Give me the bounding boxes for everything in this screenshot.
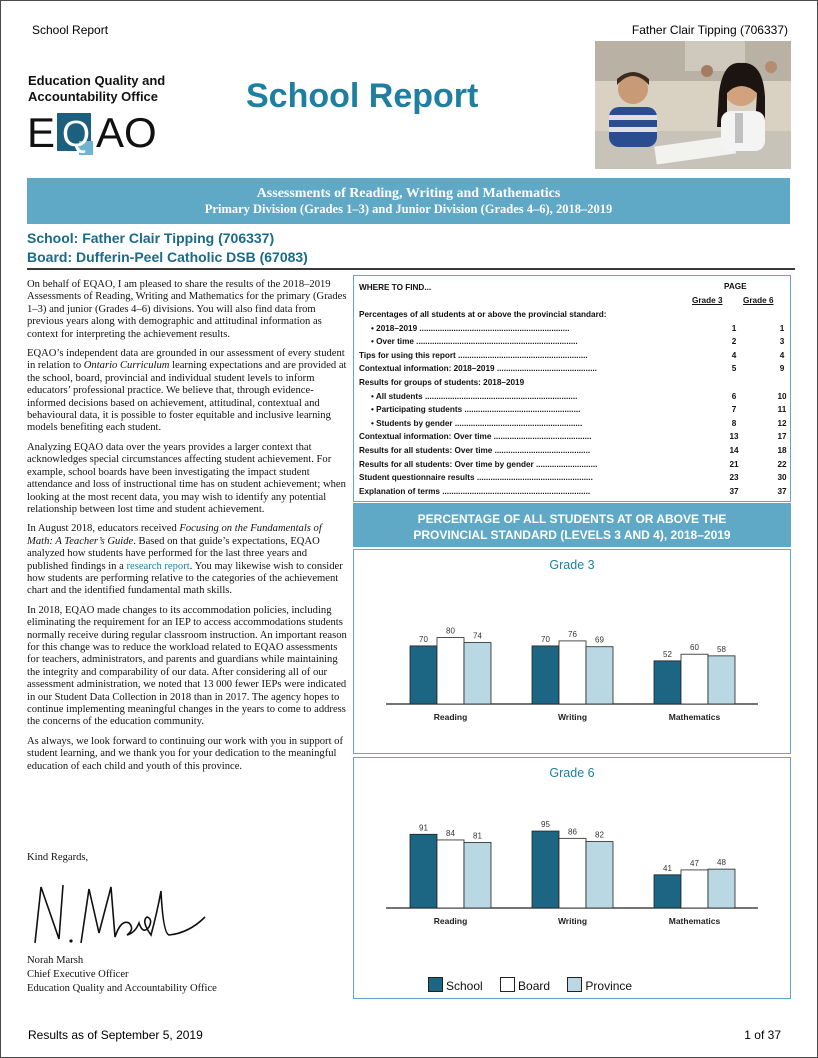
letter-body (27, 279, 349, 780)
eqao-logo (27, 109, 167, 162)
toc-page-label: PAGE (724, 282, 747, 291)
toc-row-grade3-page: 37 (729, 486, 739, 496)
toc-row (359, 350, 785, 364)
toc-row-grade3-page: 5 (731, 364, 737, 374)
letter-paragraph-1: On behalf of EQAO, I am pleased to share the results of the 2018–2019 Assessments of Reading, Writing and Mathematics for the primary (Grades 1–3) and junior (Grades 4–6) divisions. You will also find data from previous years along with demographic and attitudinal information as context for interpreting the achievement results. (27, 279, 347, 340)
grade3-chart-box (353, 549, 791, 754)
toc-row-grade6-page: 4 (779, 350, 785, 360)
school-name: School: Father Clair Tipping (706337) (27, 230, 275, 246)
bar-board-reading (437, 840, 464, 908)
grade6-bar-chart (354, 758, 790, 998)
header-left: School Report (32, 23, 109, 37)
signature-image (29, 873, 209, 951)
toc-row-label: • 2018–2019 .................................................................. (371, 323, 570, 333)
percentage-heading-line1: PERCENTAGE OF ALL STUDENTS AT OR ABOVE THE (417, 512, 727, 526)
toc-row-grade3-page: 2 (731, 337, 737, 347)
toc-row-label: Contextual information: 2018–2019 ............................................ (359, 364, 597, 374)
toc-heading: WHERE TO FIND... (359, 283, 432, 292)
toc-rows (359, 310, 789, 500)
footer-page-number: 1 of 37 (744, 1028, 781, 1042)
bar-province-reading (464, 643, 491, 704)
logo-letters-ao: AO (96, 109, 157, 156)
legend-swatch-province (567, 977, 582, 992)
data-label: 74 (473, 631, 482, 641)
letter-paragraph-2: EQAO’s independent data are grounded in our assessment of every student in relation to Ontario Curriculum learning expectations and are provided at the school, board, provincial and individual student levels to inform educators’ professional practice. We believe that, through evidence-informed decisions based on achievement, attitudinal, contextual and behavioural data, it is possible to foster equitable and inclusive learning models benefiting each student. (27, 348, 347, 434)
data-label: 70 (419, 634, 428, 644)
category-label: Writing (557, 712, 588, 722)
data-label: 69 (595, 635, 604, 645)
letter-paragraph-3: Analyzing EQAO data over the years provides a larger context that acknowledges special circumstances affecting student achievement. For example, school boards have been investigating the impact student attendance and loss of instructional time has on student achievement; when looking at the most recent data, you may wish to identify any potential relationship between lost time and student achievement. (27, 441, 346, 515)
toc-row-grade6-page: 1 (779, 323, 785, 333)
bar-province-mathematics (708, 869, 735, 908)
toc-col-grade6: Grade 6 (743, 296, 774, 305)
toc-row (359, 391, 787, 405)
toc-row-grade6-page: 12 (777, 418, 787, 428)
category-label: Mathematics (668, 712, 721, 722)
banner-line2: Primary Division (Grades 1–3) and Junior Division (Grades 4–6), 2018–2019 (204, 202, 613, 216)
toc-row-grade3-page: 8 (731, 418, 737, 428)
toc-row-grade6-page: 3 (779, 337, 785, 347)
toc-row (359, 486, 787, 500)
data-label: 81 (473, 831, 482, 841)
data-label: 82 (595, 830, 604, 840)
data-label: 95 (541, 820, 550, 830)
data-label: 76 (568, 629, 577, 639)
signature (29, 873, 209, 956)
toc-row-grade3-page: 6 (731, 391, 737, 401)
header-right: Father Clair Tipping (706337) (631, 23, 788, 37)
category-label: Mathematics (668, 916, 721, 926)
where-to-find-box (353, 275, 791, 502)
category-label: Reading (433, 916, 468, 926)
bar-school-mathematics (654, 661, 681, 704)
bar-province-writing (586, 647, 613, 704)
letter-closing: Kind Regards, (27, 852, 89, 863)
data-label: 84 (446, 828, 455, 838)
bar-province-mathematics (708, 656, 735, 704)
toc-row (359, 459, 787, 473)
data-label: 60 (690, 643, 699, 653)
toc-row-label: Percentages of all students at or above the provincial standard: (359, 310, 607, 319)
bar-board-writing (559, 641, 586, 704)
toc-row-grade3-page: 7 (731, 405, 737, 415)
chart-legend (428, 977, 632, 993)
toc-row-label: Explanation of terms ................................................................. (359, 486, 591, 496)
toc-row (359, 323, 785, 337)
toc-row (359, 473, 787, 486)
toc-row-grade3-page: 13 (729, 432, 739, 442)
toc-row (359, 364, 785, 377)
footer-date: Results as of September 5, 2019 (28, 1028, 203, 1042)
category-label: Reading (433, 712, 468, 722)
data-label: 91 (419, 823, 428, 833)
data-label: 70 (541, 634, 550, 644)
data-label: 58 (717, 644, 726, 654)
legend-item-school: School (428, 979, 483, 993)
page-title: School Report (246, 77, 479, 115)
toc-row (359, 310, 779, 323)
legend-item-province: Province (567, 979, 632, 993)
toc-row-grade6-page: 9 (779, 364, 785, 374)
legend-swatch-school (428, 977, 443, 992)
toc-row-grade6-page: 10 (777, 391, 787, 401)
toc-row-label: Contextual information: Over time ........................................... (359, 432, 592, 442)
toc-row-grade6-page: 30 (777, 473, 787, 483)
bar-school-writing (532, 646, 559, 704)
toc-row-grade3-page: 23 (729, 473, 739, 483)
bar-school-reading (410, 646, 437, 704)
bar-board-mathematics (681, 654, 708, 704)
signer-org: Education Quality and Accountability Office (27, 983, 217, 994)
toc-row-grade6-page: 11 (777, 405, 787, 415)
toc-row-label: Results for groups of students: 2018–2019 (359, 378, 525, 387)
letter-paragraph-5: In 2018, EQAO made changes to its accommodation policies, including eliminating the requirement for an IEP to access accommodations students normally receive during regular classroom instruction. An important reason for this change was to reduce the workload related to EQAO assessments for teachers, administrators, and parents and guardians while maintaining the integrity and comparability of our data. After considering all of our assessment administration, we noted that 13 000 fewer IEPs were indicated in our Student Data Collection in 2018 than in 2017. The agency hopes to continue implementing meaningful changes in the years to come to address the concerns of the education community. (27, 604, 347, 728)
toc-row-grade6-page: 37 (777, 486, 787, 496)
toc-row-label: • Over time ....................................................................... (371, 337, 578, 347)
toc-row (359, 337, 785, 350)
board-name: Board: Dufferin-Peel Catholic DSB (67083) (27, 249, 308, 265)
legend-swatch-board (500, 977, 515, 992)
signer-name: Norah Marsh (27, 955, 84, 966)
toc-row-grade3-page: 4 (731, 350, 737, 360)
bar-school-reading (410, 834, 437, 908)
eqao-logo-mark (27, 109, 167, 157)
logo-letter-e: E (27, 109, 56, 156)
org-name-line1: Education Quality and (28, 73, 166, 88)
bar-school-writing (532, 831, 559, 908)
toc-row-label: • All students ................................................................... (371, 391, 578, 401)
org-name-line2: Accountability Office (28, 89, 159, 104)
letter-paragraph-4: In August 2018, educators received Focusing on the Fundamentals of Math: A Teacher’s Guide. Based on that guide’s expectations, EQAO analyzed how students have performed for the last three years and published findings in a research report. You may likewise wish to consider how students are performing relative to the categories of the achievement chart and the identified fundamental math skills. (27, 523, 343, 597)
letter-paragraph-6: As always, we look forward to continuing our work with you in support of student learning, and we thank you for your dedication to the meaningful education of each child and youth of this province. (27, 735, 344, 772)
toc-row-label: Results for all students: Over time .......................................... (359, 446, 591, 455)
logo-letter-q: Q (62, 113, 91, 154)
toc-row-label: • Students by gender ........................................................ (371, 418, 583, 428)
toc-row-grade3-page: 21 (729, 459, 739, 469)
title-banner (27, 178, 790, 224)
toc-row-grade6-page: 22 (777, 459, 787, 469)
toc-col-grade3: Grade 3 (692, 296, 723, 305)
data-label: 47 (690, 858, 699, 868)
toc-row-label: • Participating students ................................................... (371, 405, 581, 415)
toc-row (359, 418, 787, 432)
grade6-chart-title: Grade 6 (549, 766, 595, 780)
data-label: 41 (663, 863, 672, 873)
classroom-photo-image (595, 41, 791, 169)
category-label: Writing (557, 916, 588, 926)
signer-title: Chief Executive Officer (27, 969, 129, 980)
toc-row-grade6-page: 17 (777, 432, 787, 442)
data-label: 52 (663, 649, 672, 659)
toc-row-grade3-page: 14 (729, 446, 739, 455)
toc-row-label: Student questionnaire results ................................................... (359, 473, 593, 483)
bar-board-mathematics (681, 870, 708, 908)
report-page (1, 1, 817, 1057)
data-label: 80 (446, 626, 455, 636)
signer-block (27, 954, 217, 996)
toc-row (359, 378, 779, 391)
legend-item-board: Board (500, 979, 550, 993)
bar-province-writing (586, 842, 613, 908)
bar-board-writing (559, 838, 586, 908)
grade3-bar-chart (354, 550, 790, 753)
toc-row (359, 446, 787, 459)
toc-row-grade3-page: 1 (731, 323, 737, 333)
toc-row-label: Tips for using this report ......................................................... (359, 350, 588, 360)
bar-board-reading (437, 638, 464, 704)
toc-row (359, 432, 787, 445)
data-label: 86 (568, 827, 577, 837)
banner-line1: Assessments of Reading, Writing and Mathematics (256, 186, 561, 201)
header-rule (27, 268, 795, 270)
bar-school-mathematics (654, 875, 681, 908)
org-name (28, 73, 165, 105)
data-label: 48 (717, 858, 726, 868)
toc-row-grade6-page: 18 (777, 446, 787, 455)
grade6-chart-box (353, 757, 791, 999)
bar-province-reading (464, 842, 491, 908)
percentage-heading (353, 503, 791, 547)
toc-row (359, 405, 787, 418)
classroom-photo (595, 41, 791, 169)
research-report-link[interactable]: research report (126, 560, 190, 572)
grade3-chart-title: Grade 3 (549, 558, 595, 572)
toc-row-label: Results for all students: Over time by gender ........................... (359, 459, 598, 469)
percentage-heading-line2: PROVINCIAL STANDARD (LEVELS 3 AND 4), 2018–2019 (413, 528, 731, 542)
